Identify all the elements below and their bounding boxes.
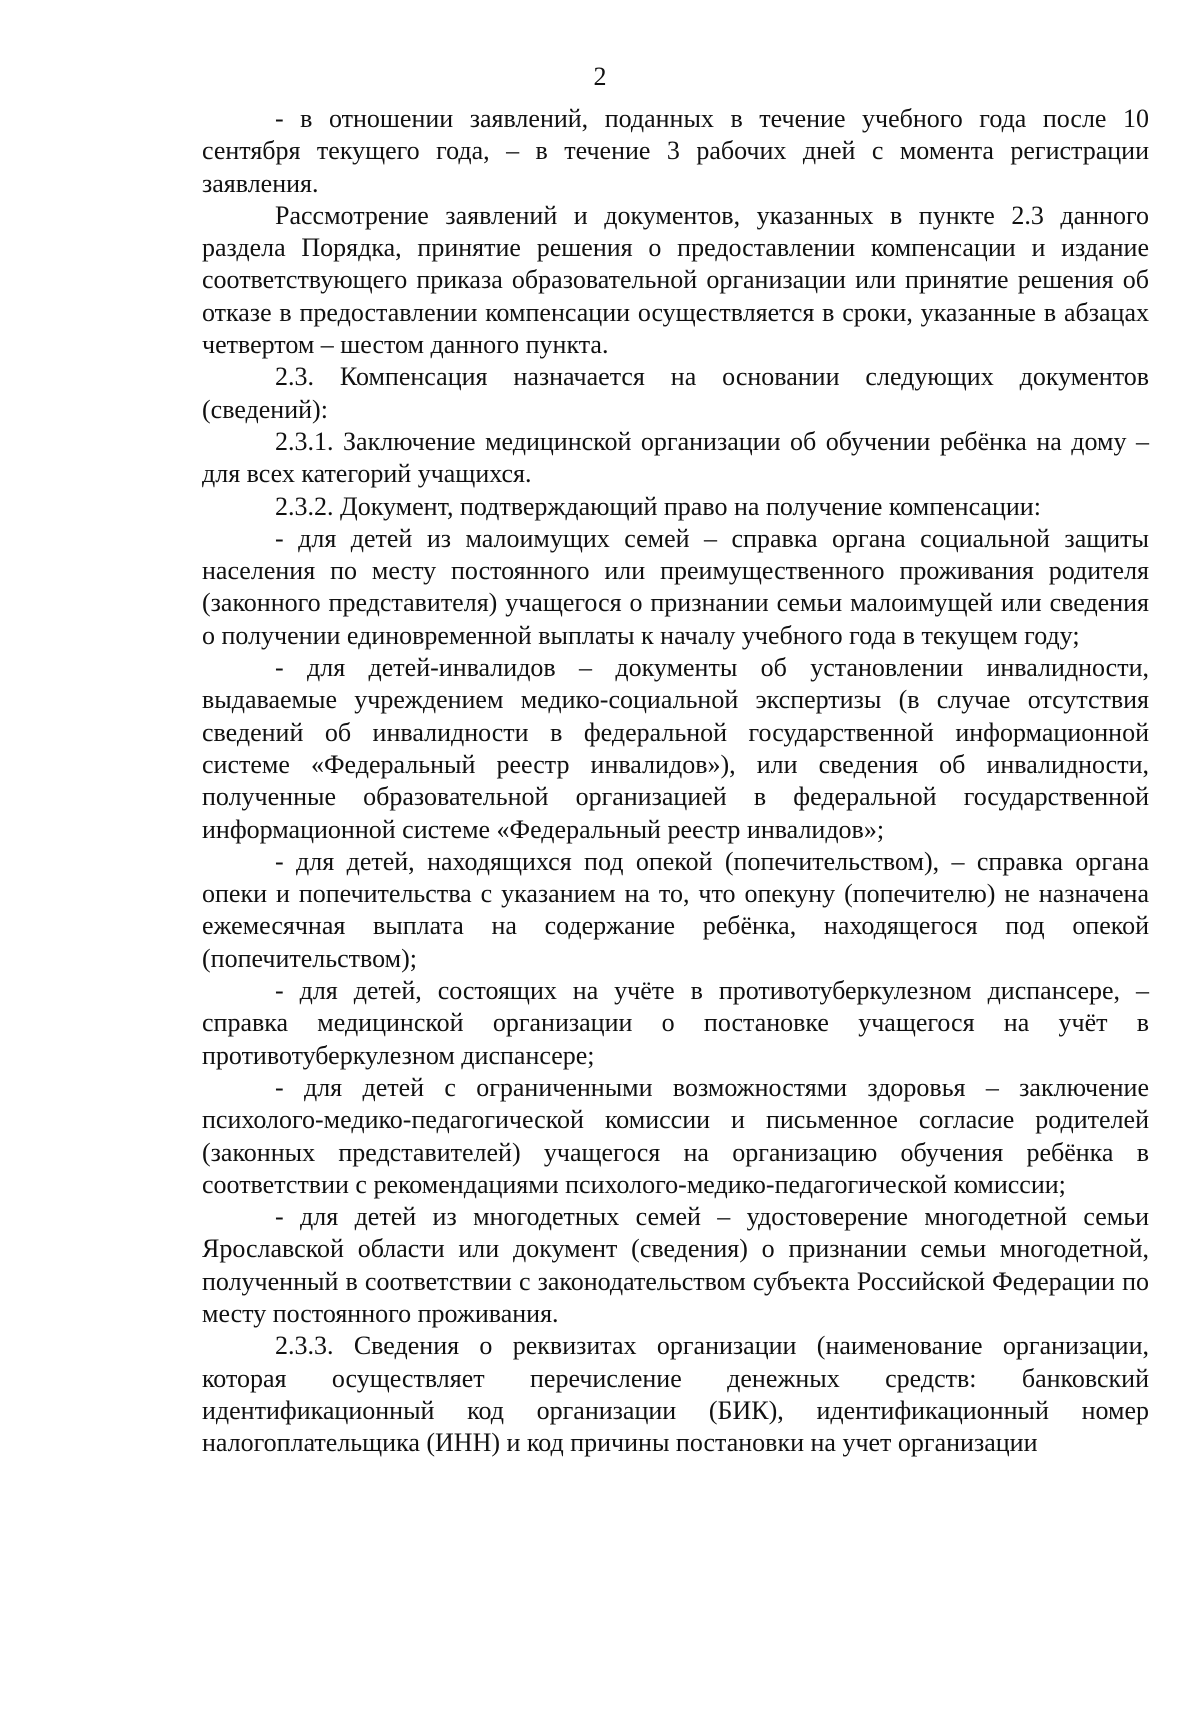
- paragraph-limited-health-abilities: - для детей с ограниченными возможностями здоровья – заключение психолого-медико-педагогической комиссии и письменное согласие родителей (законных представителей) учащегося на организацию обучения ребёнка в соответствии с рекомендациями психолого-медико-педагогической комиссии;: [202, 1072, 1149, 1199]
- paragraph-large-families: - для детей из многодетных семей – удостоверение многодетной семьи Ярославской области или документ (сведения) о признании семьи многодетной, полученный в соответствии с законодательством субъекта Российской Федерации по месту постоянного проживания.: [202, 1202, 1149, 1328]
- paragraph-2-3-3: 2.3.3. Сведения о реквизитах организации (наименование организации, которая осуществляет перечисление денежных средств: банковский идентификационный код организации (БИК), идентификационный номер налогоплательщика (ИНН) и код причины постановки на учет организации: [202, 1331, 1149, 1458]
- page-number: 2: [593, 62, 607, 91]
- paragraph-deadline-after-september: - в отношении заявлений, поданных в течение учебного года после 10 сентября текущего года, – в течение 3 рабочих дней с момента регистрации заявления.: [202, 104, 1149, 198]
- document-body: [202, 103, 1149, 1459]
- paragraph-review-of-applications: Рассмотрение заявлений и документов, указанных в пункте 2.3 данного раздела Порядка, принятие решения о предоставлении компенсации и издание соответствующего приказа образовательной организации или принятие решения об отказе в предоставлении компенсации осуществляется в сроки, указанные в абзацах четвертом – шестом данного пункта.: [202, 200, 1149, 360]
- paragraph-guardianship: - для детей, находящихся под опекой (попечительством), – справка органа опеки и попечительства с указанием на то, что опекуну (попечителю) не назначена ежемесячная выплата на содержание ребёнка, находящегося под опекой (попечительством);: [202, 846, 1149, 973]
- paragraph-disabled-children: - для детей-инвалидов – документы об установлении инвалидности, выдаваемые учреждением медико-социальной экспертизы (в случае отсутствия сведений об инвалидности в федеральной государственной информационной системе «Федеральный реестр инвалидов»), или сведения об инвалидности, полученные образовательной организацией в федеральной государственной информационной системе «Федеральный реестр инвалидов»;: [202, 653, 1149, 844]
- paragraph-2-3-2: 2.3.2. Документ, подтверждающий право на получение компенсации:: [275, 491, 1041, 521]
- paragraph-low-income-families: - для детей из малоимущих семей – справка органа социальной защиты населения по месту постоянного или преимущественного проживания родителя (законного представителя) учащегося о признании семьи малоимущей или сведения о получении единовременной выплаты к началу учебного года в текущем году;: [202, 523, 1149, 650]
- paragraph-2-3: 2.3. Компенсация назначается на основании следующих документов (сведений):: [202, 362, 1149, 424]
- paragraph-2-3-1: 2.3.1. Заключение медицинской организации об обучении ребёнка на дому – для всех категорий учащихся.: [202, 426, 1149, 489]
- paragraph-tuberculosis-dispensary: - для детей, состоящих на учёте в противотуберкулезном диспансере, – справка медицинской организации о постановке учащегося на учёт в противотуберкулезном диспансере;: [202, 976, 1149, 1070]
